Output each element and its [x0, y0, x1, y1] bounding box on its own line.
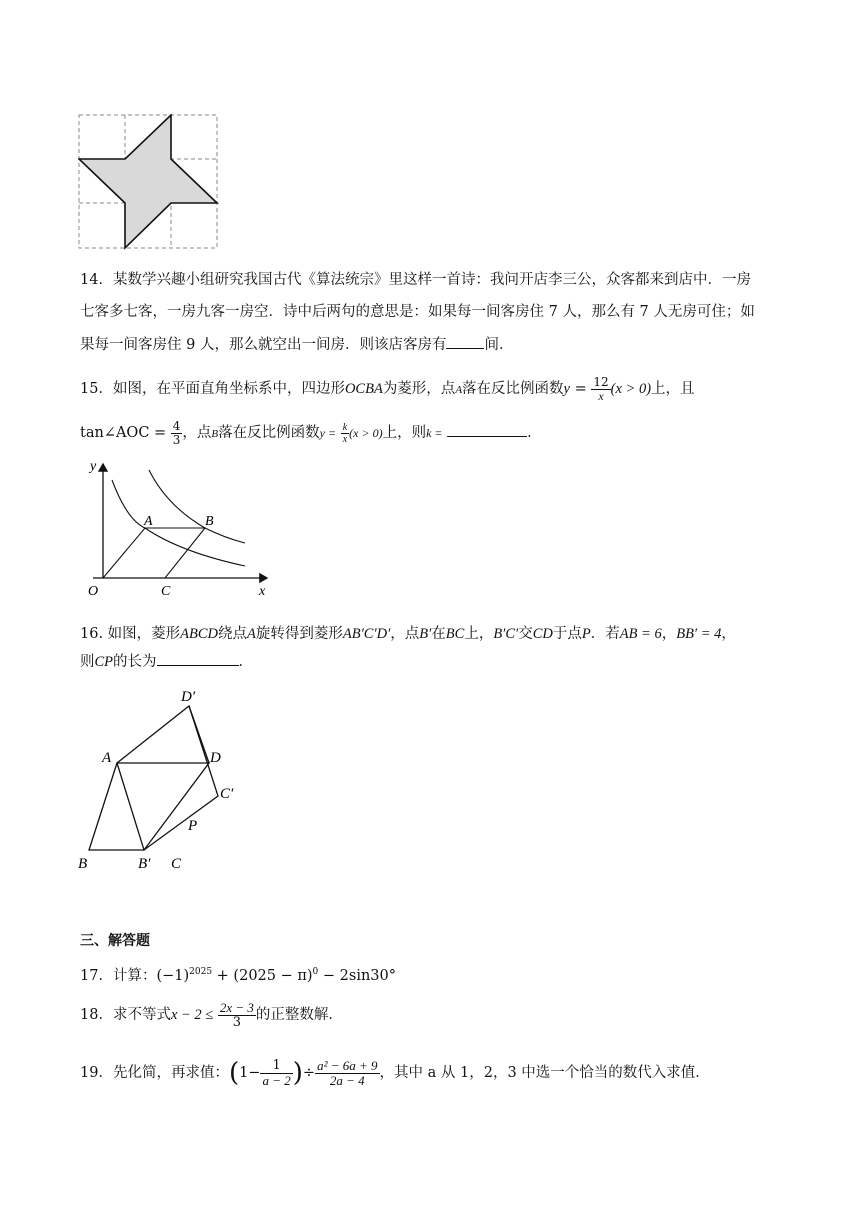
numerator: 12 — [593, 374, 609, 389]
condition: (x > 0) — [349, 426, 383, 440]
point-p: P — [581, 626, 591, 642]
q16-end: ． — [238, 654, 254, 670]
q16-text: 旋转得到菱形 — [255, 626, 343, 642]
q16-text: 的长为 — [113, 654, 157, 670]
label-b: B — [205, 514, 214, 529]
segment-cp: CP — [94, 654, 114, 670]
func-y: y = — [319, 426, 337, 440]
q14-line1: 14．某数学兴趣小组研究我国古代《算法统宗》里这样一首诗：我问开店李三公，众客都来到店中．一房 — [80, 272, 751, 288]
bb1-eq: BB′ = 4 — [676, 626, 722, 642]
rhombus-abcd-prime: AB′C′D′ — [342, 626, 391, 642]
label-c: C — [161, 584, 171, 599]
point-a: A — [247, 626, 256, 642]
fraction — [218, 1001, 256, 1030]
fraction-2 — [315, 1059, 379, 1088]
q15-end: ． — [527, 425, 542, 441]
label-c-prime: C′ — [220, 786, 234, 802]
q14-end: 间． — [484, 337, 514, 353]
term: 1− — [239, 1065, 261, 1081]
fraction-4-3 — [171, 420, 183, 447]
label-b: B — [78, 856, 88, 872]
q15-text: 15．如图，在平面直角坐标系中，四边形 — [80, 381, 345, 397]
q16-line1 — [80, 621, 736, 647]
ab-eq: AB = 6 — [619, 626, 662, 642]
q18-label: 18．求不等式 — [80, 1007, 171, 1023]
func-y: y — [563, 381, 570, 397]
term: − 2sin30° — [318, 967, 396, 984]
lhs: x − 2 ≤ — [170, 1007, 214, 1023]
q15-text: 落在反比例函数 — [462, 381, 564, 397]
exponent: 2025 — [189, 967, 213, 977]
label-a: A — [144, 514, 153, 529]
fraction-12-x — [591, 376, 610, 403]
label-d-prime: D′ — [181, 689, 196, 705]
q16-text: 于点 — [552, 626, 582, 642]
rhombus-abcd: ABCD — [180, 626, 219, 642]
numerator: 2x − 3 — [219, 999, 254, 1015]
tan-aoc: tan∠AOC = — [80, 425, 167, 441]
q19-end: ，其中 a 从 1，2，3 中选一个恰当的数代入求值． — [379, 1065, 710, 1081]
answer-blank[interactable] — [447, 422, 527, 437]
denominator: a − 2 — [262, 1072, 291, 1088]
q15-line2 — [80, 418, 542, 449]
label-d: D — [210, 750, 221, 766]
fraction-k-x — [341, 422, 349, 445]
numerator: 4 — [172, 418, 181, 433]
q16-text: ， — [721, 626, 736, 642]
q14-text: 果每一间客房住 9 人，那么就空出一间房．则该店客房有 — [80, 337, 447, 353]
divide: ÷ — [302, 1065, 316, 1081]
q15-text: 落在反比例函数 — [218, 425, 320, 441]
q15-text: 上，且 — [651, 381, 695, 397]
q15-text: ，点 — [182, 425, 212, 441]
q19-label: 19．先化简，再求值： — [80, 1065, 229, 1081]
q18 — [80, 1000, 343, 1030]
q14-line2: 七客多七客，一房九客一房空．诗中后两句的意思是：如果每一间客房住 7 人，那么有 7 人无房可住；如 — [80, 304, 755, 320]
label-p: P — [188, 818, 198, 834]
q16-text: 绕点 — [218, 626, 248, 642]
label-a: A — [102, 750, 112, 766]
fraction-1 — [260, 1059, 292, 1088]
q16-text: ， — [661, 626, 677, 642]
label-x: x — [259, 584, 266, 599]
label-y: y — [90, 459, 97, 474]
k-var: k = — [426, 426, 443, 440]
q15-text: 上，则 — [382, 425, 427, 441]
star-grid-figure — [78, 114, 220, 250]
numerator: k — [342, 421, 348, 433]
point-b: B — [211, 428, 219, 440]
segment-bc: BC — [445, 626, 465, 642]
exponent: 0 — [312, 967, 319, 977]
q14-line3 — [80, 334, 513, 355]
q17 — [80, 962, 396, 986]
label-o: O — [88, 584, 99, 599]
q17-label: 17．计算： — [80, 967, 157, 984]
label-c: C — [171, 856, 182, 872]
q16-text: 上， — [464, 626, 494, 642]
q16-text: ．若 — [590, 626, 620, 642]
denominator: 3 — [172, 432, 181, 447]
condition: (x > 0) — [610, 381, 652, 397]
q16-text: 在 — [431, 626, 446, 642]
q16-line2 — [80, 651, 253, 672]
q16-text: 则 — [80, 654, 95, 670]
denominator: 3 — [232, 1014, 242, 1030]
answer-blank[interactable] — [157, 651, 239, 666]
numerator: a² − 6a + 9 — [317, 1057, 378, 1073]
segment-b1c1: B′C′ — [493, 626, 519, 642]
q16-figure — [72, 684, 272, 874]
numerator: 1 — [260, 1059, 292, 1074]
q15-line1: 15．如图，在平面直角坐标系中，四边形OCBA为菱形，点A落在反比例函数y = $\frac{12}{x}$ (x > 0)上，且 — [80, 374, 695, 403]
q15-text: 为菱形，点 — [382, 381, 456, 397]
q15-figure — [85, 458, 275, 600]
q16-text: ，点 — [390, 626, 420, 642]
denominator: x — [342, 433, 348, 445]
point-a: A — [455, 384, 463, 396]
segment-cd: CD — [532, 626, 553, 642]
answer-blank[interactable] — [446, 334, 484, 349]
denominator: 2a − 4 — [329, 1072, 365, 1088]
q16-text: 16. 如图，菱形 — [80, 626, 181, 642]
point-b-prime: B′ — [419, 626, 432, 642]
term: + (2025 − π) — [212, 967, 313, 984]
q18-end: 的正整数解． — [255, 1007, 343, 1023]
quad-ocba: OCBA — [344, 381, 383, 397]
label-b-prime: B′ — [138, 856, 151, 872]
section-title: 三、解答题 — [80, 933, 150, 949]
term: (−1) — [156, 967, 190, 984]
denominator: x — [598, 388, 604, 403]
q16-text: 交 — [518, 626, 533, 642]
q19: 19．先化简，再求值：(1− $\frac{1}{a - 2}$ )÷ $\frac{\text{a² − 6a + 9}}{2a - 4}$ ，其中 a 从 1，2，3 中选一个恰当的数代入求值． — [80, 1057, 710, 1088]
